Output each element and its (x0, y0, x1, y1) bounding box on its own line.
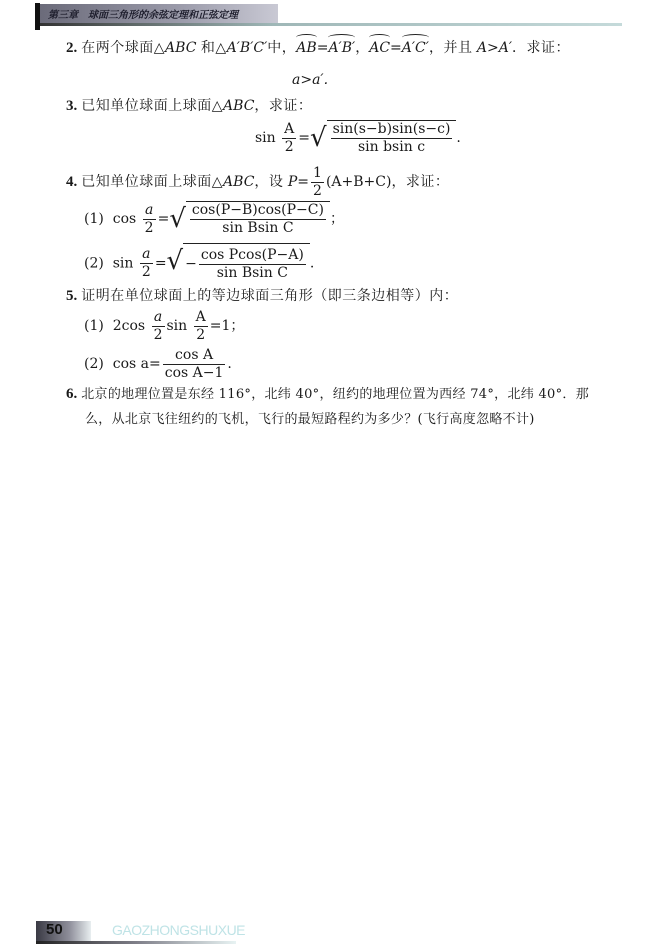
text: 已知单位球面上球面△ (81, 174, 224, 190)
chapter-title: 第三章 球面三角形的余弦定理和正弦定理 (48, 10, 238, 21)
part-label: (2) (84, 356, 104, 372)
math: ABC (223, 98, 255, 114)
fraction (331, 121, 453, 156)
text: ，求证： (391, 174, 450, 190)
footer-rule (36, 941, 236, 944)
numerator: cos Pcos(P−A) (200, 246, 304, 263)
arc-math: AB (296, 40, 317, 56)
problem-2 (66, 38, 570, 58)
fraction (282, 121, 296, 156)
denominator: 2 (144, 219, 154, 236)
math: = (316, 40, 329, 56)
text: 北京的地理位置是东经 116°，北纬 40°，纽约的地理位置为西经 74°，北纬 40°．那 (81, 387, 590, 402)
numerator: A (195, 308, 206, 325)
radical-sign: √ (169, 204, 186, 234)
math: ； (329, 211, 344, 227)
fraction (311, 165, 324, 200)
numerator: cos A (163, 347, 226, 365)
problem-4 (66, 164, 449, 200)
denominator: sin Bsin C (216, 264, 288, 281)
page-number: 50 (46, 921, 63, 938)
problem-number: 2. (66, 40, 78, 56)
denominator: 2 (196, 326, 206, 343)
fraction (163, 347, 226, 382)
problem-number: 3. (66, 98, 78, 114)
problem-5-part-1 (84, 306, 244, 346)
problem-2-conclusion (292, 70, 328, 90)
text: ， (355, 40, 370, 56)
denominator: cos A−1 (164, 364, 224, 381)
text: ，设 (254, 174, 284, 190)
math: . (309, 255, 315, 272)
fraction (194, 309, 208, 344)
footer-box (36, 921, 91, 941)
series-text: GAOZHONGSHUXUE (112, 922, 246, 938)
problem-5-part-2 (84, 344, 232, 384)
text: ，求证： (254, 98, 313, 114)
math: ABC (223, 174, 255, 190)
part-label: (1) (84, 318, 104, 334)
text: 中， (267, 40, 297, 56)
denominator: sin Bsin C (222, 220, 294, 236)
problem-4-part-1 (84, 199, 344, 239)
part-label: (1) (84, 211, 104, 227)
denominator: 2 (153, 326, 163, 343)
math: 2cos (112, 318, 146, 334)
math: = (298, 130, 310, 146)
problem-6-line-2 (85, 410, 535, 430)
denominator: sin bsin c (357, 139, 426, 155)
fraction (190, 202, 326, 237)
math: A′B′C′ (226, 40, 268, 56)
math: sin (166, 318, 188, 334)
problem-4-part-2 (84, 243, 314, 284)
math: cos (112, 211, 137, 227)
math: = (390, 40, 402, 56)
numerator: 1 (313, 164, 322, 181)
sqrt (310, 120, 456, 156)
problem-5 (66, 286, 458, 306)
math: − (185, 256, 197, 272)
math: sin (255, 130, 276, 146)
part-label: (2) (84, 255, 104, 272)
problem-3-formula (255, 118, 461, 158)
radical-sign: √ (166, 246, 184, 276)
denominator: 2 (141, 264, 151, 280)
text: ，并且 (428, 40, 473, 56)
numerator: cos(P−B)cos(P−C) (191, 202, 324, 218)
math: =1； (209, 318, 245, 334)
math: = (154, 255, 167, 272)
sqrt (169, 201, 330, 237)
text: 已知单位球面上球面△ (81, 98, 224, 114)
numerator: a (140, 246, 153, 264)
math: a>a′. (292, 72, 329, 88)
math: A>A′ (476, 40, 513, 56)
math: . (456, 130, 461, 146)
text: 么，从北京飞往纽约的飞机，飞行的最短路程约为多少？(飞行高度忽略不计) (85, 412, 535, 427)
radical-sign: √ (310, 123, 327, 153)
math: ABC (165, 40, 197, 56)
fraction (143, 202, 156, 237)
math: . (227, 356, 232, 372)
math: (A+B+C) (325, 174, 392, 190)
numerator: A (284, 120, 295, 137)
header-rule (40, 23, 622, 26)
problem-number: 4. (66, 174, 78, 190)
problem-number: 5. (66, 288, 78, 304)
text: 和△ (200, 40, 227, 56)
numerator: sin(s−b)sin(s−c) (332, 121, 451, 137)
fraction (199, 247, 306, 282)
math: cos a= (112, 356, 161, 372)
math: = (157, 211, 170, 227)
arc-math: A′C′ (401, 40, 429, 56)
numerator: a (143, 202, 156, 220)
math: sin (112, 255, 134, 272)
text: 证明在单位球面上的等边球面三角形（即三条边相等）内： (81, 288, 459, 304)
problem-6 (66, 384, 589, 405)
denominator: 2 (313, 182, 322, 199)
fraction (152, 309, 165, 344)
problem-number: 6. (66, 386, 78, 402)
fraction (140, 246, 153, 281)
numerator: a (152, 309, 165, 327)
arc-math: AC (369, 40, 391, 56)
math: P= (287, 174, 310, 190)
problem-3 (66, 96, 312, 116)
text: 在两个球面△ (81, 40, 166, 56)
sqrt (167, 243, 310, 284)
arc-math: A′B′ (328, 40, 356, 56)
text: ．求证： (512, 40, 571, 56)
denominator: 2 (284, 138, 294, 155)
